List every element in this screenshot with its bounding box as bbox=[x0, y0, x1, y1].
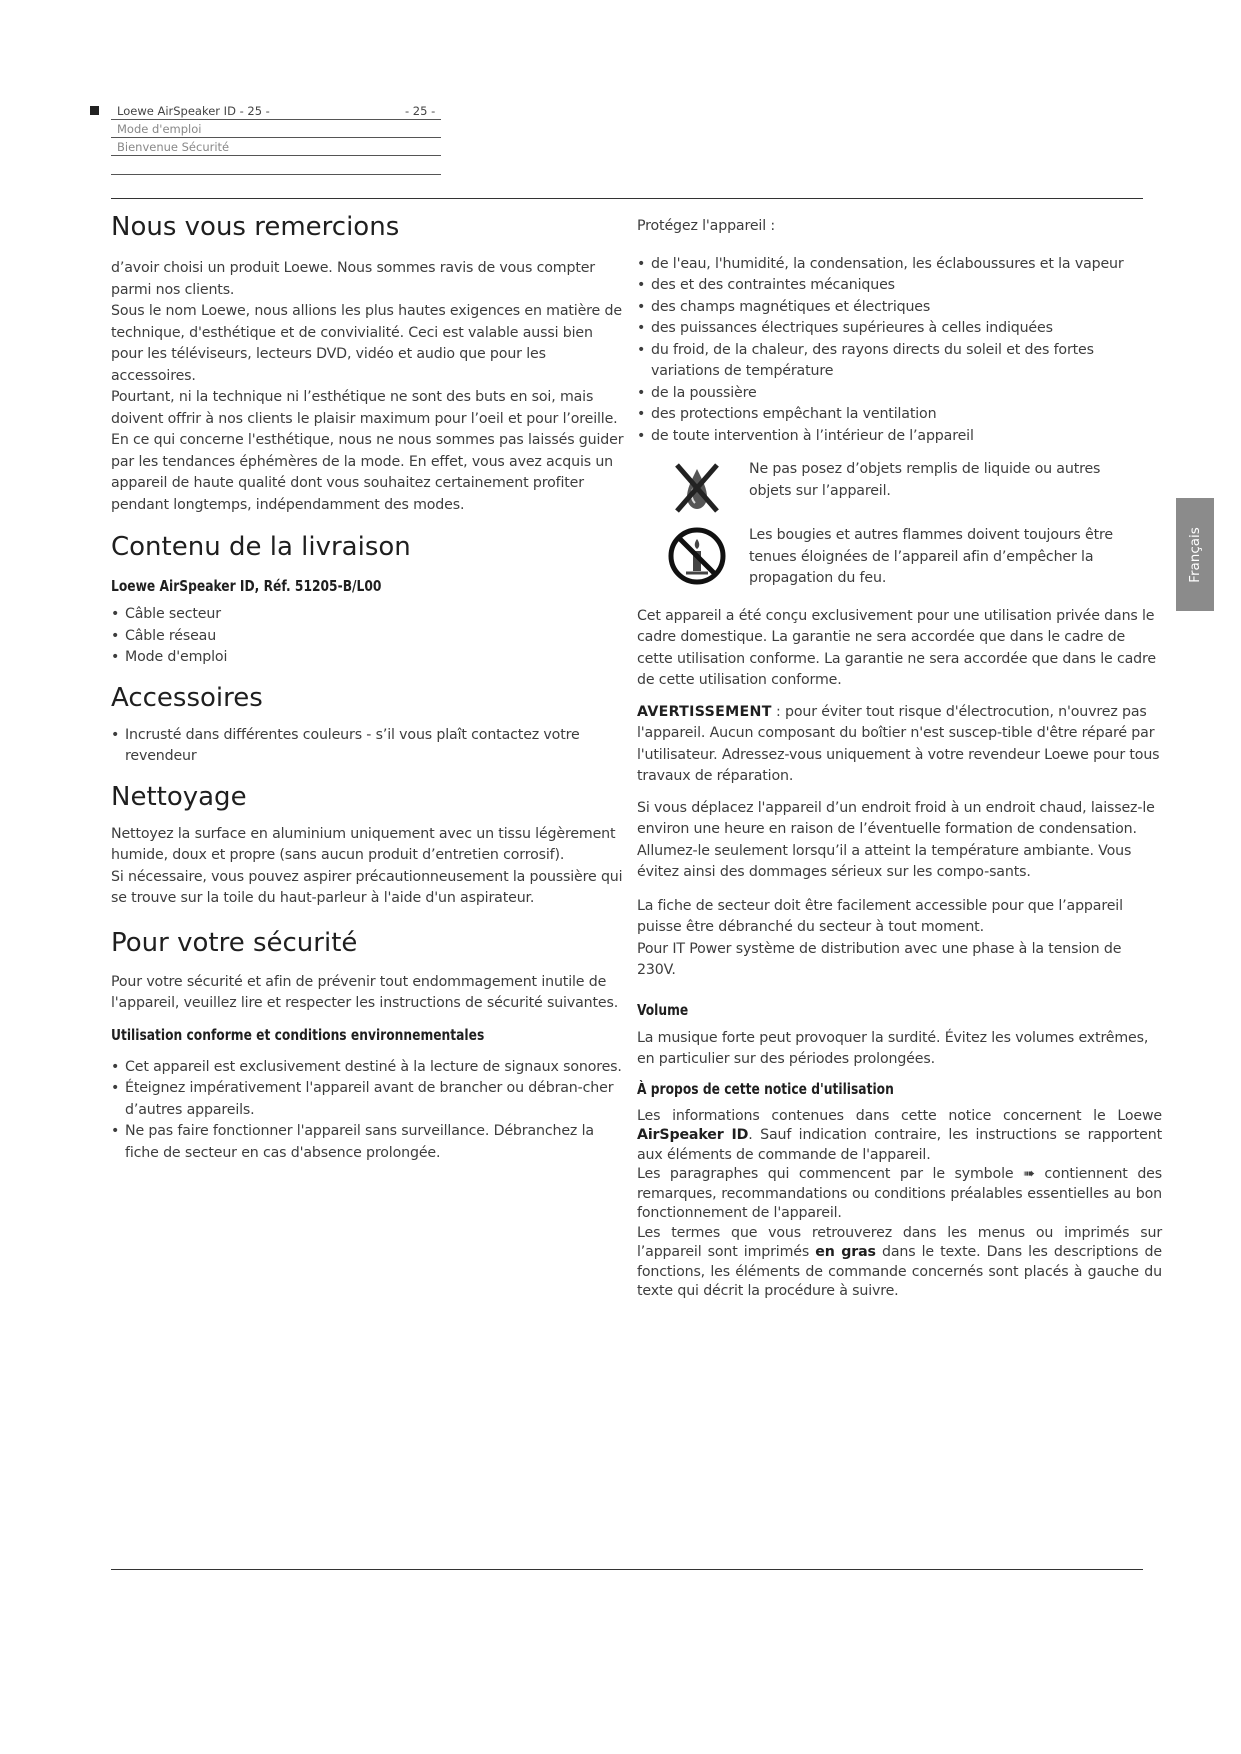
left-column bbox=[111, 210, 626, 1164]
cleaning-paragraph: Nettoyez la surface en aluminium uniquement avec un tissu légèrement humide, doux et propre (sans aucun produit d’entretien corrosif). bbox=[111, 825, 616, 863]
safety-heading: Pour votre sécurité bbox=[111, 927, 358, 958]
warning-label: AVERTISSEMENT bbox=[637, 703, 772, 720]
list-item: • des champs magnétiques et électriques bbox=[637, 297, 1162, 319]
list-item: • Câble secteur bbox=[111, 604, 626, 626]
thanks-paragraph: d’avoir choisi un produit Loewe. Nous sommes ravis de vous compter parmi nos clients. bbox=[111, 260, 595, 298]
no-open-flame-icon bbox=[661, 525, 733, 585]
about-paragraph bbox=[637, 1165, 1162, 1224]
safety-list bbox=[111, 1057, 626, 1165]
volume-paragraph: La musique forte peut provoquer la surdité. Évitez les volumes extrêmes, en particulier sur des périodes prolongées. bbox=[637, 1029, 1149, 1067]
accessories-heading: Accessoires bbox=[111, 682, 263, 713]
header-divider bbox=[111, 137, 441, 138]
warning-text: : pour éviter tout risque d'électrocution, n'ouvrez pas l'appareil. Aucun composant du boîtier n'est suscep-tible d'être réparé par l'utilisateur. Adressez-vous uniquement à votre revendeur Loewe pour tous travaux de réparation. bbox=[637, 703, 1160, 784]
safety-intro: Pour votre sécurité et afin de prévenir tout endommagement inutile de l'appareil, veuillez lire et respecter les instructions de sécurité suivantes. bbox=[111, 973, 619, 1011]
header-page-number: - 25 - bbox=[405, 104, 436, 118]
list-item: • des puissances électriques supérieures à celles indiquées bbox=[637, 318, 1162, 340]
delivery-heading: Contenu de la livraison bbox=[111, 532, 411, 562]
header-divider bbox=[111, 174, 441, 175]
about-heading: À propos de cette notice d'utilisation bbox=[637, 1079, 894, 1098]
header-square-marker bbox=[90, 106, 99, 115]
list-item: • Éteignez impérativement l'appareil avant de brancher ou débran-cher d’autres appareils. bbox=[111, 1078, 626, 1121]
no-flames-warning bbox=[637, 525, 1162, 590]
top-rule bbox=[111, 198, 1143, 199]
private-use-paragraph: Cet appareil a été conçu exclusivement pour une utilisation privée dans le cadre domestique. La garantie ne sera accordée que dans le cadre de cette utilisation conforme. La garantie ne sera accordée que dans le cadre de cette utilisation conforme. bbox=[637, 607, 1156, 688]
list-item: • des et des contraintes mécaniques bbox=[637, 275, 1162, 297]
about-text: Les informations contenues dans cette notice concernent le Loewe bbox=[637, 1107, 1162, 1124]
safety-subheading: Utilisation conforme et conditions environnementales bbox=[111, 1025, 485, 1044]
about-text: contiennent des remarques, recommandations ou conditions préalables essentielles au bon fonctionnement de l'appareil. bbox=[637, 1166, 1162, 1221]
cleaning-heading: Nettoyage bbox=[111, 781, 247, 812]
about-text: Les paragraphes qui commencent par le symbole bbox=[637, 1166, 1024, 1182]
right-column bbox=[637, 216, 1162, 1302]
bottom-rule bbox=[111, 1569, 1143, 1570]
protect-intro: Protégez l'appareil : bbox=[637, 218, 776, 234]
no-liquid-objects-icon bbox=[661, 459, 733, 519]
list-item: • de toute intervention à l’intérieur de l’appareil bbox=[637, 426, 1162, 448]
about-bold-term: en gras bbox=[815, 1244, 876, 1260]
list-item: • de l'eau, l'humidité, la condensation, les éclaboussures et la vapeur bbox=[637, 254, 1162, 276]
list-item: • Cet appareil est exclusivement destiné à la lecture de signaux sonores. bbox=[111, 1057, 626, 1079]
header-section-label: Bienvenue Sécurité bbox=[117, 140, 230, 154]
no-flames-text: Les bougies et autres flammes doivent toujours être tenues éloignées de l’appareil afin d’empêcher la propagation du feu. bbox=[749, 527, 1113, 586]
it-power-paragraph: Pour IT Power système de distribution avec une phase à la tension de 230V. bbox=[637, 940, 1122, 978]
condensation-paragraph: Si vous déplacez l'appareil d’un endroit froid à un endroit chaud, laissez-le environ une heure en raison de l’éventuelle formation de condensation. Allumez-le seulement lorsqu’il a atteint la température ambiante. Vous évitez ainsi des dommages sérieux sur les compo-sants. bbox=[637, 799, 1155, 880]
about-bold-term: AirSpeaker ID bbox=[637, 1127, 749, 1143]
thanks-paragraph: Pourtant, ni la technique ni l’esthétique ne sont des buts en soi, mais doivent offrir à nos clients le plaisir maximum pour l’oeil et pour l’oreille. bbox=[111, 389, 618, 427]
cleaning-paragraph: Si nécessaire, vous pouvez aspirer précautionneusement la poussière qui se trouve sur la toile du haut-parleur à l'aide d'un aspirateur. bbox=[111, 868, 623, 906]
about-text: dans le texte. Dans les descriptions de fonctions, les éléments de commande concernés sont placés à gauche du texte qui décrit la procédure à suivre. bbox=[637, 1244, 1162, 1299]
language-tab-label: Français bbox=[1187, 526, 1203, 583]
about-text: . Sauf indication contraire, les instructions se rapportent aux éléments de commande de l'appareil. bbox=[637, 1127, 1162, 1163]
header-divider bbox=[111, 155, 441, 156]
delivery-product-ref: Loewe AirSpeaker ID, Réf. 51205-B/L00 bbox=[111, 577, 382, 595]
volume-heading: Volume bbox=[637, 1000, 689, 1019]
list-item: • du froid, de la chaleur, des rayons directs du soleil et des fortes variations de température bbox=[637, 340, 1162, 383]
header-divider bbox=[111, 119, 441, 120]
header-title: Loewe AirSpeaker ID - 25 - bbox=[117, 104, 270, 118]
list-item: • de la poussière bbox=[637, 383, 1162, 405]
thanks-heading: Nous vous remercions bbox=[111, 212, 400, 242]
list-item: • Ne pas faire fonctionner l'appareil sans surveillance. Débranchez la fiche de secteur en cas d'absence prolongée. bbox=[111, 1121, 626, 1164]
delivery-list bbox=[111, 604, 626, 669]
about-paragraph bbox=[637, 1107, 1162, 1166]
list-item: • Incrusté dans différentes couleurs - s’il vous plaît contactez votre revendeur bbox=[111, 725, 626, 768]
no-liquids-warning bbox=[637, 459, 1162, 519]
about-paragraph bbox=[637, 1224, 1162, 1302]
language-tab[interactable] bbox=[1176, 498, 1214, 611]
protect-list bbox=[637, 254, 1162, 448]
arrow-symbol-icon: ➠ bbox=[1023, 1166, 1035, 1182]
header-manual-label: Mode d'emploi bbox=[117, 122, 202, 136]
warning-paragraph bbox=[637, 702, 1162, 788]
thanks-paragraph: Sous le nom Loewe, nous allions les plus hautes exigences en matière de technique, d'esthétique et de convivialité. Ceci est valable aussi bien pour les téléviseurs, lecteurs DVD, vidéo et audio que pour les accessoires. bbox=[111, 303, 622, 384]
list-item: • des protections empêchant la ventilation bbox=[637, 404, 1162, 426]
list-item: • Câble réseau bbox=[111, 626, 626, 648]
thanks-paragraph: En ce qui concerne l'esthétique, nous ne nous sommes pas laissés guider par les tendances éphémères de la mode. En effet, vous avez acquis un appareil de haute qualité dont vous souhaitez certainement profiter pendant longtemps, indépendamment des modes. bbox=[111, 432, 624, 513]
about-text: Les termes que vous retrouverez dans les menus ou imprimés sur l’appareil sont imprimés bbox=[637, 1224, 1162, 1260]
list-item: • Mode d'emploi bbox=[111, 647, 626, 669]
accessories-list bbox=[111, 725, 626, 768]
no-liquids-text: Ne pas posez d’objets remplis de liquide ou autres objets sur l’appareil. bbox=[749, 461, 1101, 499]
mains-plug-paragraph: La fiche de secteur doit être facilement accessible pour que l’appareil puisse être débranché du secteur à tout moment. bbox=[637, 897, 1123, 935]
